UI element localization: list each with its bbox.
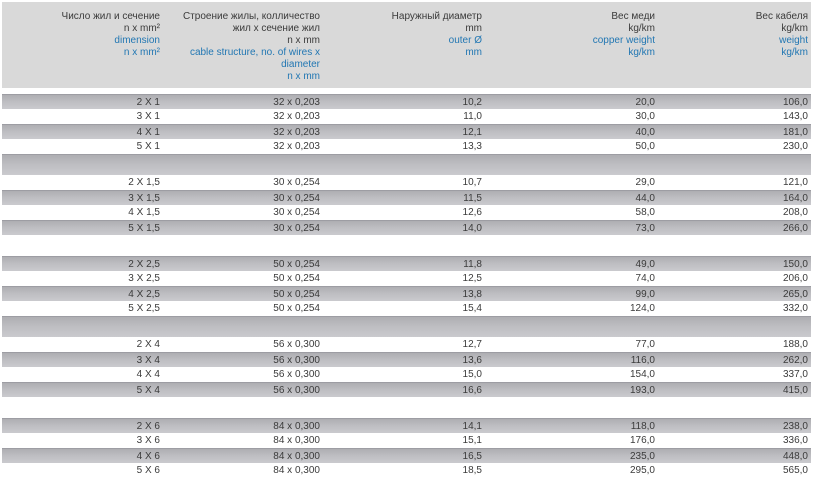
- table-row: [2, 352, 811, 367]
- cell-structure: 50 x 0,254: [273, 303, 320, 314]
- cell-dimension: 3 X 2,5: [128, 273, 160, 284]
- header-copper-weight-en-line-1: copper weight: [592, 35, 655, 46]
- cell-cable-weight: 121,0: [782, 177, 808, 188]
- table-row: [2, 94, 811, 109]
- cell-outer-diameter: 14,1: [462, 420, 482, 432]
- table-body: [2, 94, 811, 478]
- table-row: [2, 205, 811, 220]
- cell-copper-weight: 40,0: [635, 126, 655, 138]
- cell-cable-weight: 337,0: [782, 369, 808, 380]
- cell-cable-weight: 143,0: [782, 111, 808, 122]
- cell-copper-weight: 154,0: [629, 369, 655, 380]
- cell-cable-weight: 106,0: [782, 96, 808, 108]
- cell-outer-diameter: 13,8: [462, 288, 482, 300]
- header-dimension-ru-line-1: Число жил и сечение: [61, 11, 160, 22]
- table-row: [2, 220, 811, 235]
- cell-structure: 84 x 0,300: [273, 435, 320, 446]
- cell-copper-weight: 116,0: [630, 354, 655, 366]
- cell-copper-weight: 49,0: [635, 258, 655, 270]
- cell-copper-weight: 77,0: [635, 339, 655, 350]
- cell-structure: 50 x 0,254: [273, 273, 320, 284]
- cell-structure: 32 x 0,203: [273, 96, 320, 108]
- table-row: [2, 433, 811, 448]
- header-cable-weight: [658, 11, 811, 88]
- cell-outer-diameter: 15,4: [462, 303, 482, 314]
- cell-copper-weight: 58,0: [635, 207, 655, 218]
- cell-cable-weight: 265,0: [782, 288, 808, 300]
- cell-cable-weight: 150,0: [782, 258, 808, 270]
- cell-copper-weight: 176,0: [629, 435, 655, 446]
- cell-structure: 32 x 0,203: [273, 126, 320, 138]
- header-structure-en-line-2: diameter: [281, 59, 320, 70]
- cell-structure: 50 x 0,254: [273, 288, 320, 300]
- cell-dimension: 4 X 6: [136, 450, 160, 462]
- cell-outer-diameter: 11,0: [463, 111, 482, 122]
- cell-structure: 84 x 0,300: [273, 465, 320, 476]
- cell-outer-diameter: 12,7: [462, 339, 482, 350]
- cell-copper-weight: 295,0: [629, 465, 655, 476]
- cell-dimension: 2 X 1: [136, 96, 160, 108]
- cell-cable-weight: 164,0: [782, 192, 808, 204]
- cell-dimension: 5 X 1: [136, 141, 160, 152]
- cell-structure: 30 x 0,254: [273, 207, 320, 218]
- group-separator-row: [2, 316, 811, 337]
- cell-structure: 56 x 0,300: [273, 369, 320, 380]
- cell-structure: 56 x 0,300: [273, 339, 320, 350]
- group-separator-row: [2, 154, 811, 175]
- table-row: [2, 418, 811, 433]
- cell-dimension: 2 X 2,5: [128, 258, 160, 270]
- cell-structure: 84 x 0,300: [273, 450, 320, 462]
- cell-cable-weight: 266,0: [782, 222, 808, 234]
- header-dimension: [2, 11, 163, 88]
- header-structure-ru-line-3: n x mm: [287, 35, 320, 46]
- cell-copper-weight: 193,0: [629, 384, 655, 396]
- cell-outer-diameter: 11,5: [463, 192, 482, 204]
- cell-outer-diameter: 12,1: [462, 126, 482, 138]
- table-row: [2, 463, 811, 478]
- table-row: [2, 256, 811, 271]
- cell-outer-diameter: 13,3: [462, 141, 482, 152]
- cell-copper-weight: 20,0: [635, 96, 655, 108]
- cell-outer-diameter: 11,8: [463, 258, 482, 270]
- header-dimension-en-line-2: n x mm²: [123, 47, 160, 58]
- cell-outer-diameter: 18,5: [462, 465, 482, 476]
- cell-copper-weight: 124,0: [629, 303, 655, 314]
- cell-copper-weight: 44,0: [635, 192, 655, 204]
- cell-cable-weight: 332,0: [782, 303, 808, 314]
- header-structure-en-line-3: n x mm: [287, 71, 320, 82]
- table-row: [2, 337, 811, 352]
- cell-structure: 30 x 0,254: [273, 222, 320, 234]
- table-header: [2, 2, 811, 88]
- cell-cable-weight: 188,0: [782, 339, 808, 350]
- cell-outer-diameter: 12,6: [462, 207, 482, 218]
- cell-copper-weight: 118,0: [630, 420, 655, 432]
- header-cable-weight-en-line-2: kg/km: [781, 47, 808, 58]
- cell-dimension: 2 X 1,5: [128, 177, 160, 188]
- cell-outer-diameter: 14,0: [462, 222, 482, 234]
- table-row: [2, 367, 811, 382]
- cell-dimension: 4 X 2,5: [128, 288, 160, 300]
- header-structure-ru-line-2: жил x сечение жил: [232, 23, 320, 34]
- table-row: [2, 109, 811, 124]
- cell-dimension: 5 X 6: [136, 465, 160, 476]
- cell-outer-diameter: 15,1: [462, 435, 482, 446]
- table-row: [2, 271, 811, 286]
- cell-dimension: 5 X 4: [136, 384, 160, 396]
- table-row: [2, 301, 811, 316]
- cell-structure: 50 x 0,254: [273, 258, 320, 270]
- cell-dimension: 4 X 1: [136, 126, 160, 138]
- group-separator-row: [2, 235, 811, 256]
- cell-dimension: 5 X 1,5: [128, 222, 160, 234]
- cell-cable-weight: 206,0: [782, 273, 808, 284]
- table-row: [2, 448, 811, 463]
- header-outer-diameter: [323, 11, 485, 88]
- cell-cable-weight: 565,0: [782, 465, 808, 476]
- cell-dimension: 5 X 2,5: [128, 303, 160, 314]
- cell-cable-weight: 448,0: [782, 450, 808, 462]
- cell-dimension: 2 X 6: [136, 420, 160, 432]
- cell-cable-weight: 230,0: [782, 141, 808, 152]
- header-dimension-ru-line-2: n x mm²: [123, 23, 160, 34]
- header-outer-diameter-ru-line-1: Наружный диаметр: [391, 11, 482, 22]
- header-copper-weight-ru-line-1: Вес меди: [611, 11, 655, 22]
- cell-outer-diameter: 10,7: [462, 177, 482, 188]
- cell-structure: 30 x 0,254: [273, 177, 320, 188]
- header-cable-weight-ru-line-2: kg/km: [781, 23, 808, 34]
- header-copper-weight-en-line-2: kg/km: [628, 47, 655, 58]
- table-row: [2, 124, 811, 139]
- header-cable-weight-ru-line-1: Вес кабеля: [755, 11, 808, 22]
- table-row: [2, 175, 811, 190]
- cell-dimension: 3 X 1: [136, 111, 160, 122]
- cell-structure: 56 x 0,300: [273, 354, 320, 366]
- header-outer-diameter-en-line-2: mm: [465, 47, 482, 58]
- table-row: [2, 382, 811, 397]
- cell-dimension: 3 X 1,5: [128, 192, 160, 204]
- cell-structure: 56 x 0,300: [273, 384, 320, 396]
- group-separator-row: [2, 397, 811, 418]
- cell-outer-diameter: 16,6: [462, 384, 482, 396]
- cell-cable-weight: 336,0: [782, 435, 808, 446]
- cell-copper-weight: 50,0: [635, 141, 655, 152]
- header-outer-diameter-en-line-1: outer Ø: [448, 35, 482, 46]
- cell-dimension: 3 X 4: [136, 354, 160, 366]
- header-structure-en-line-1: cable structure, no. of wires x: [189, 47, 320, 58]
- cell-outer-diameter: 12,5: [462, 273, 482, 284]
- cell-cable-weight: 238,0: [782, 420, 808, 432]
- cell-dimension: 4 X 1,5: [128, 207, 160, 218]
- cell-copper-weight: 99,0: [635, 288, 655, 300]
- cell-dimension: 3 X 6: [136, 435, 160, 446]
- cell-structure: 32 x 0,203: [273, 111, 320, 122]
- header-outer-diameter-ru-line-2: mm: [465, 23, 482, 34]
- cell-copper-weight: 235,0: [629, 450, 655, 462]
- cell-copper-weight: 73,0: [635, 222, 655, 234]
- cell-structure: 32 x 0,203: [273, 141, 320, 152]
- header-dimension-en-line-1: dimension: [114, 35, 160, 46]
- cell-copper-weight: 30,0: [635, 111, 655, 122]
- cell-outer-diameter: 10,2: [462, 96, 482, 108]
- cell-dimension: 2 X 4: [136, 339, 160, 350]
- cell-dimension: 4 X 4: [136, 369, 160, 380]
- cell-outer-diameter: 15,0: [462, 369, 482, 380]
- cell-structure: 84 x 0,300: [273, 420, 320, 432]
- header-cable-weight-en-line-1: weight: [779, 35, 808, 46]
- header-copper-weight-ru-line-2: kg/km: [628, 23, 655, 34]
- table-row: [2, 139, 811, 154]
- cell-outer-diameter: 13,6: [462, 354, 482, 366]
- header-structure: [163, 11, 323, 88]
- cell-cable-weight: 181,0: [782, 126, 808, 138]
- header-structure-ru-line-1: Строение жилы, колличество: [183, 11, 320, 22]
- table-row: [2, 286, 811, 301]
- cell-structure: 30 x 0,254: [273, 192, 320, 204]
- header-copper-weight: [485, 11, 658, 88]
- cell-outer-diameter: 16,5: [462, 450, 482, 462]
- table-row: [2, 190, 811, 205]
- cell-cable-weight: 415,0: [782, 384, 808, 396]
- cell-copper-weight: 29,0: [635, 177, 655, 188]
- cell-cable-weight: 262,0: [782, 354, 808, 366]
- cell-copper-weight: 74,0: [635, 273, 655, 284]
- cell-cable-weight: 208,0: [782, 207, 808, 218]
